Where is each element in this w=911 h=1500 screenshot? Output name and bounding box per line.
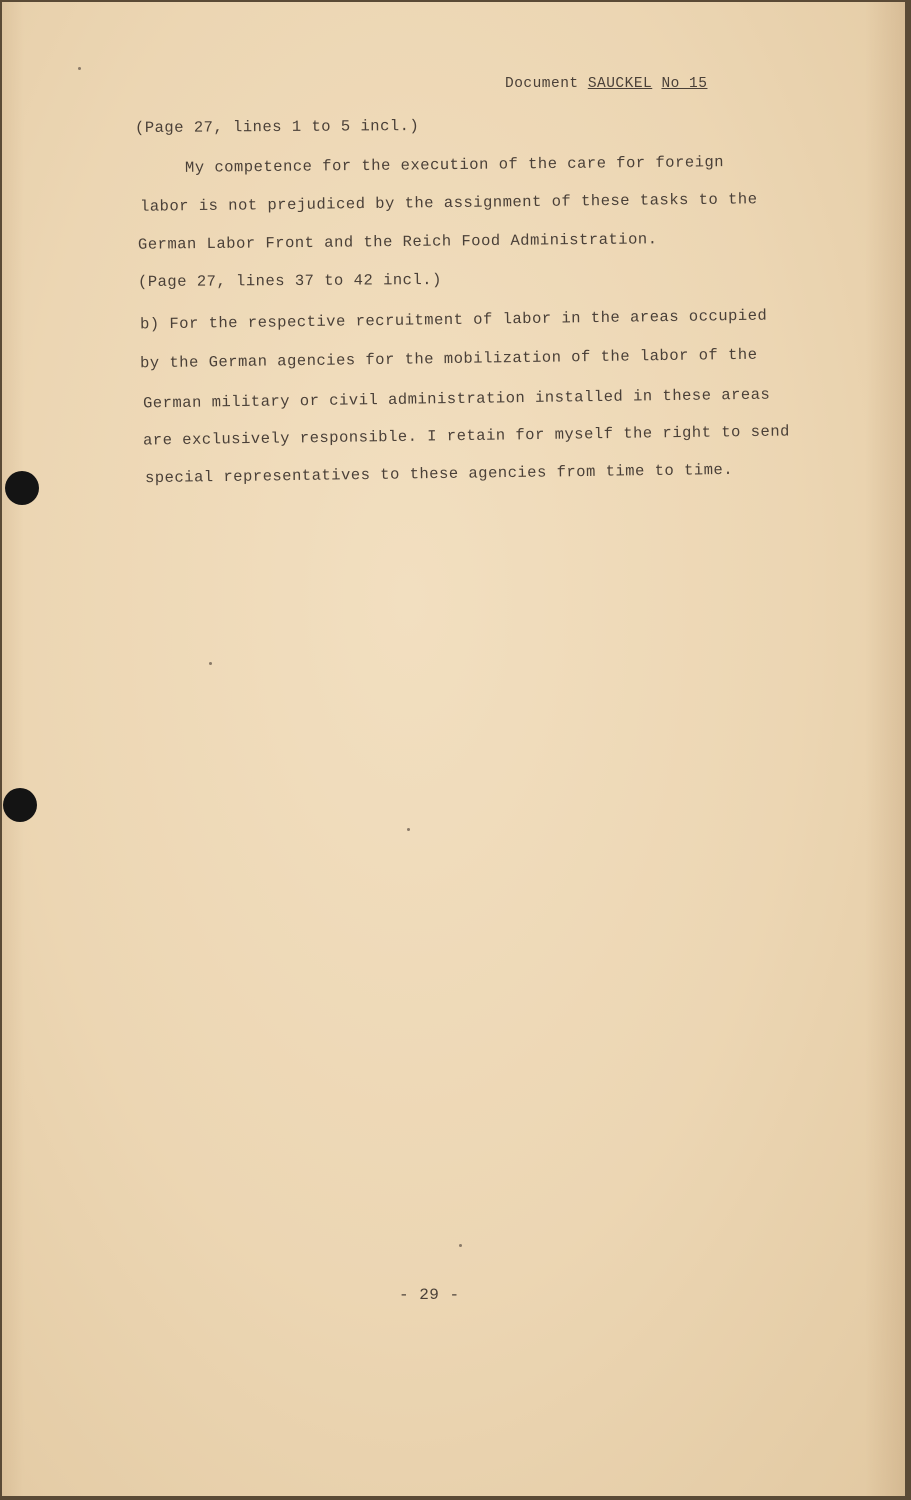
- paper-speck: [209, 662, 212, 665]
- page-number: - 29 -: [399, 1286, 460, 1304]
- document-reference: [505, 76, 707, 92]
- document-reference-prefix: Document: [505, 76, 579, 92]
- document-reference-name: SAUCKEL: [587, 76, 653, 92]
- punch-hole-upper: [5, 471, 39, 505]
- body-line: are exclusively responsible. I retain for myself the right to send: [142, 422, 791, 450]
- body-line: My competence for the execution of the care for foreign: [184, 153, 725, 177]
- paper-speck: [459, 1244, 462, 1247]
- body-line: by the German agencies for the mobilization of the labor of the: [139, 345, 758, 373]
- body-line: German military or civil administration installed in these areas: [142, 385, 771, 413]
- document-reference-number: No 15: [661, 76, 708, 92]
- paper-edge-shadow-right: [865, 2, 905, 1496]
- body-line: (Page 27, lines 37 to 42 incl.): [137, 270, 442, 292]
- punch-hole-lower: [3, 788, 37, 822]
- body-line: labor is not prejudiced by the assignment of these tasks to the: [139, 190, 758, 216]
- paper-speck: [407, 828, 410, 831]
- paper-speck: [78, 67, 81, 70]
- body-line: b) For the respective recruitment of labor in the areas occupied: [139, 306, 768, 334]
- body-line: German Labor Front and the Reich Food Administration.: [137, 230, 658, 254]
- body-line: (Page 27, lines 1 to 5 incl.): [134, 117, 420, 137]
- document-page: [2, 2, 905, 1496]
- body-line: special representatives to these agencies from time to time.: [144, 460, 734, 488]
- paper-edge-shadow-left: [2, 2, 24, 1496]
